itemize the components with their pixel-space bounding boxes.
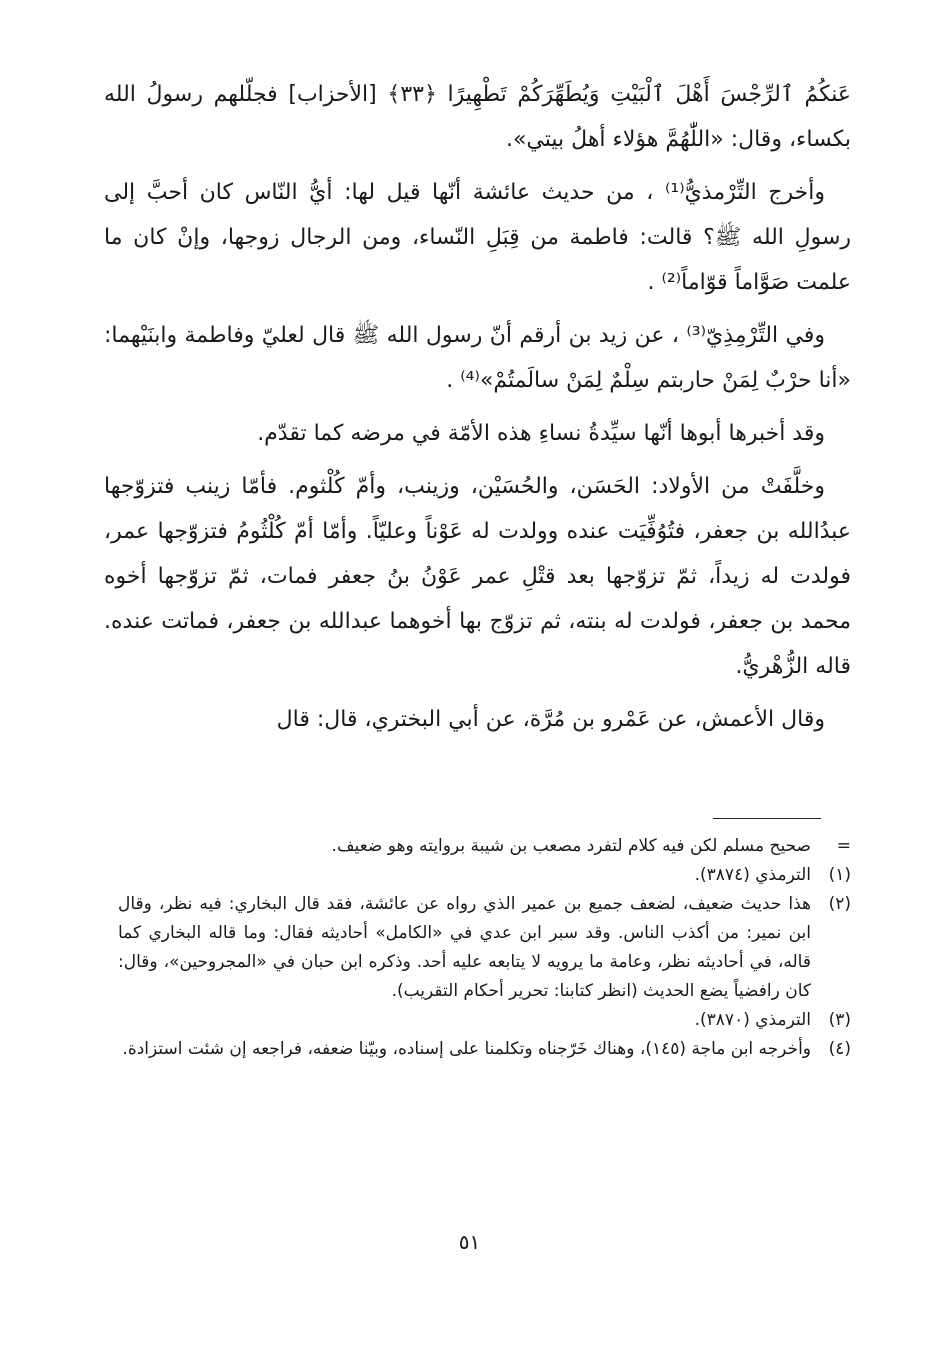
paragraph-5: وخلَّفَتْ من الأولاد: الحَسَن، والحُسَيْن، وزينب، وأمّ كُلْثوم. فأمّا زينب فتزوّجها عبدُالله بن جعفر، فتُوُفِّيَت عنده وولدت له عَوْناً وعليّاً. وأمّا أمّ كُلْثُومُ فتزوّجها عمر، فولدت له زيداً، ثمّ تزوّجها بعد قتْلِ عمر عَوْنُ بنُ جعفر فمات، ثمّ تزوّجها أخوه محمد بن جعفر، فولدت له بنته، ثم تزوّج بها أخوهما عبدالله بن جعفر، فماتت عنده. قاله الزُّهْريُّ. — [104, 474, 851, 679]
footnote-text: هذا حديث ضعيف، لضعف جميع بن عمير الذي رواه عن عائشة، فقد قال البخاري: فيه نظر، وقال ابن نمير: من أكذب الناس. وقد سبر ابن عدي في «الكامل» أحاديثه فقال: وما قاله البخاري كما قاله، في أحاديثه نظر، وعامة ما يرويه لا يتابعه عليه أحد. وذكره ابن حبان في «المجروحين»، وقال: كان رافضياً يضع الحديث (انظر كتابنا: تحرير أحكام التقريب). — [118, 894, 811, 1001]
main-text — [104, 72, 851, 750]
paragraph-1: عَنكُمُ ٱلرِّجْسَ أَهْلَ ٱلْبَيْتِ وَيُطَهِّرَكُمْ تَطْهِيرًا ﴿٣٣﴾ [الأحزاب] فجلّلهم رسولُ الله بكساء، وقال: «اللّٰهُمَّ هؤلاء أهلُ بيتي». — [104, 82, 851, 152]
paragraph-4: وقد أخبرها أبوها أنّها سيِّدةُ نساءِ هذه الأمّة في مرضه كما تقدّم. — [257, 421, 825, 446]
footnote-number: (٤) — [828, 1039, 851, 1059]
footnote-1 — [118, 861, 851, 890]
footnote-number: (٣) — [828, 1010, 851, 1030]
footnote-continuation-marker: = — [836, 836, 851, 856]
paragraph-6: وقال الأعمش، عن عَمْرو بن مُرَّة، عن أبي البختري، قال: قال — [276, 707, 825, 732]
footnote-text: الترمذي (٣٨٧٠). — [694, 1010, 811, 1030]
footnote-2 — [118, 890, 851, 1006]
footnote-text: الترمذي (٣٨٧٤). — [694, 865, 811, 885]
footnote-3 — [118, 1006, 851, 1035]
footnote-number: (٢) — [828, 894, 851, 914]
paragraph-2: وأخرج التِّرْمذيُّ⁽¹⁾ ، من حديث عائشة أنّها قيل لها: أيُّ النّاس كان أحبَّ إلى رسولِ الله ﷺ؟ قالت: فاطمة من قِبَلِ النّساء، ومن الرجال زوجها، وإنْ كان ما علمت صَوَّاماً قوّاماً⁽²⁾ . — [104, 180, 851, 295]
paragraph-3: وفي التِّرْمِذِيّ⁽³⁾ ، عن زيد بن أرقم أنّ رسول الله ﷺ قال لعليّ وفاطمة وابنَيْهما: «أنا حرْبٌ لِمَنْ حاربتم سِلْمٌ لِمَنْ سالَمتُمْ»⁽⁴⁾ . — [104, 323, 851, 393]
footnote-text: وأخرجه ابن ماجة (١٤٥)، وهناك خَرّجناه وتكلمنا على إسناده، وبيّنا ضعفه، فراجعه إن شئت استزادة. — [122, 1039, 811, 1059]
page-number: ٥١ — [458, 1230, 481, 1254]
footnote-continuation-text: صحيح مسلم لكن فيه كلام لتفرد مصعب بن شيبة بروايته وهو ضعيف. — [331, 836, 811, 856]
footnote-divider — [713, 818, 821, 819]
footnote-continuation — [118, 832, 851, 861]
footnotes — [118, 832, 851, 1064]
footnote-number: (١) — [828, 865, 851, 885]
footnote-4 — [118, 1035, 851, 1064]
